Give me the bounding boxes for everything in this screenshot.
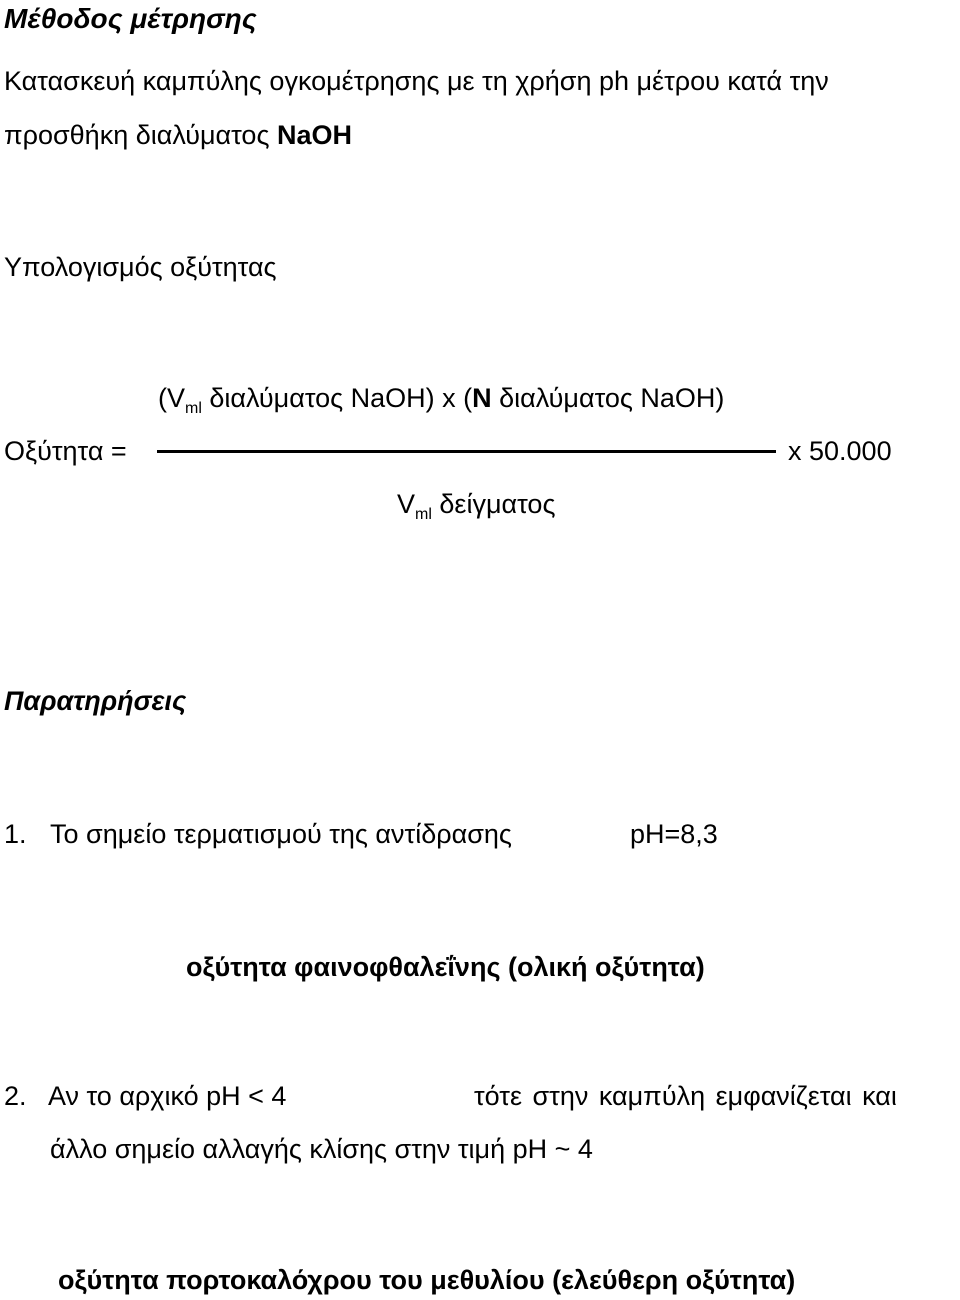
method-description-line1: Κατασκευή καμπύλης ογκομέτρησης με τη χρήση ph μέτρου κατά την (4, 66, 829, 96)
item2-text: Αν το αρχικό pH < 4 (48, 1081, 287, 1111)
numerator-open: (V (158, 383, 185, 413)
method-description-prefix: προσθήκη διαλύματος (4, 120, 277, 150)
numerator-subscript: ml (185, 400, 202, 417)
calculation-heading: Υπολογισμός οξύτητας (4, 252, 277, 282)
fraction-bar (157, 450, 776, 453)
formula-denominator (397, 487, 555, 532)
method-description-line2 (4, 118, 352, 152)
formula-numerator (158, 381, 724, 426)
numerator-mid: διαλύματος NaOH) x ( (201, 383, 473, 413)
item1-value: pH=8,3 (630, 819, 718, 849)
formula-lhs: Οξύτητα = (4, 436, 127, 466)
item2-result: οξύτητα πορτοκαλόχρου του μεθυλίου (ελεύθερη οξύτητα) (58, 1265, 796, 1295)
item1-result: οξύτητα φαινοφθαλεΐνης (ολική οξύτητα) (186, 952, 705, 982)
method-description-naoh: NaOH (276, 120, 352, 150)
item2-rest: τότε στην καμπύλη εμφανίζεται και (474, 1081, 897, 1111)
item2-line2: άλλο σημείο αλλαγής κλίσης στην τιμή pH ~ 4 (50, 1134, 593, 1164)
denominator-subscript: ml (415, 506, 432, 523)
observations-heading: Παρατηρήσεις (4, 686, 187, 716)
item1-text: Το σημείο τερματισμού της αντίδρασης (50, 819, 512, 849)
denominator-v: V (397, 489, 416, 519)
denominator-text: δείγματος (431, 489, 556, 519)
formula-multiplier: x 50.000 (788, 436, 892, 466)
numerator-normality: N (472, 383, 492, 413)
item1-number: 1. (4, 819, 27, 849)
method-heading: Μέθοδος μέτρησης (4, 3, 257, 34)
numerator-end: διαλύματος NaOH) (491, 383, 725, 413)
item2-number: 2. (4, 1081, 27, 1111)
